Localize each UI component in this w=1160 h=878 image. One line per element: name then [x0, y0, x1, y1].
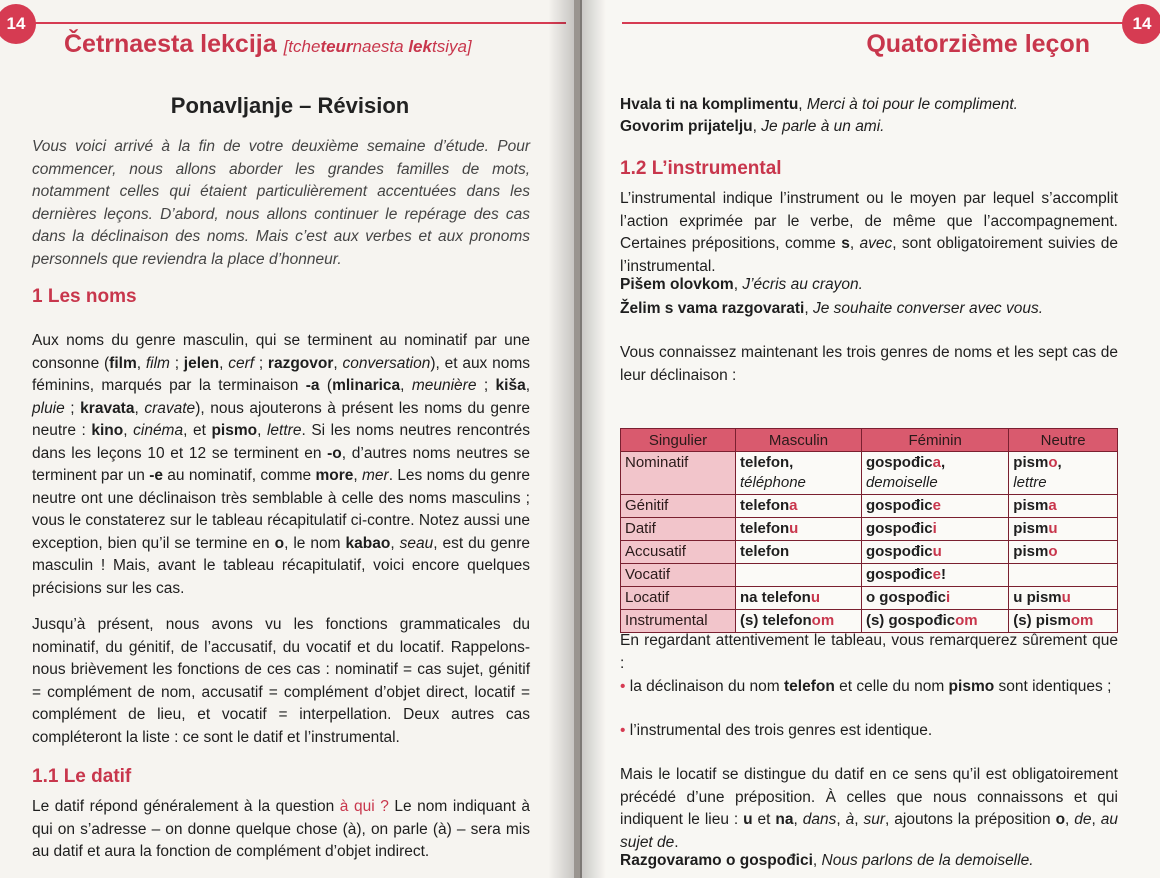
table-header-row [621, 429, 1118, 452]
feminine-cell: o gospođici [861, 587, 1008, 610]
case-cell: Vocatif [621, 564, 736, 587]
declension-table [620, 428, 1118, 633]
section-1-title: 1 Les noms [32, 286, 137, 307]
neuter-cell: pisma [1009, 495, 1118, 518]
genres-paragraph: Vous connaissez maintenant les trois genres de noms et les sept cas de leur déclinaison : [620, 344, 1118, 384]
dative-paragraph: Le datif répond généralement à la question à qui ? Le nom indiquant à qui on s’adresse – on donne quelque chose (à), on parle (à) – sera mis au datif et aura la fonction de complément d’objet indirect. [32, 798, 530, 860]
case-cell: Nominatif [621, 452, 736, 495]
bullet-icon: • [620, 722, 626, 739]
col-header: Masculin [736, 429, 862, 452]
feminine-cell: gospođicu [861, 541, 1008, 564]
example-friend: Govorim prijatelju, Je parle à un ami. [620, 118, 885, 135]
neuter-cell: u pismu [1009, 587, 1118, 610]
left-top-rule [30, 22, 566, 24]
feminine-cell: gospođica, demoiselle [861, 452, 1008, 495]
example-compliment: Hvala ti na komplimentu, Merci à toi pour le compliment. [620, 96, 1018, 113]
feminine-cell: gospođice! [861, 564, 1008, 587]
feminine-cell: (s) gospođicom [861, 610, 1008, 633]
right-gutter-shadow [580, 0, 606, 878]
right-page-number: 14 [1122, 4, 1160, 44]
neuter-cell: pismo [1009, 541, 1118, 564]
masculine-cell: telefon, téléphone [736, 452, 862, 495]
col-header: Féminin [861, 429, 1008, 452]
locative-paragraph: Mais le locatif se distingue du datif en ce sens qu’il est obligatoirement précédé d’une préposition. À celles que nous connaissons et qui indiquent le lieu : u et na, dans, à, sur, ajoutons la préposition o, de, au sujet de. [620, 766, 1119, 851]
bullet-icon: • [620, 678, 626, 695]
masculine-cell: na telefonu [736, 587, 862, 610]
right-page [580, 0, 1160, 878]
section-1-1-title: 1.1 Le datif [32, 766, 132, 787]
section-1-2-title: 1.2 L’instrumental [620, 158, 782, 179]
lesson-title-hr: Četrnaesta lekcija [64, 30, 277, 58]
right-top-rule [622, 22, 1124, 24]
col-header: Neutre [1009, 429, 1118, 452]
neuter-cell: pismo, lettre [1009, 452, 1118, 495]
feminine-cell: gospođici [861, 518, 1008, 541]
table-row [621, 564, 1118, 587]
table-row [621, 518, 1118, 541]
intro-paragraph: Vous voici arrivé à la fin de votre deuxième semaine d’étude. Pour commencer, nous allons aborder les grandes familles de mots, notamment celles qui étaient particulièrement accentuées dans les dernières leçons. D’abord, nous allons continuer le repérage des cas dans la déclinaison des noms. Mais c’est aux verbes et aux pronoms personnels que reviendra la place d’honneur. [32, 138, 530, 268]
case-cell: Locatif [621, 587, 736, 610]
table-row [621, 452, 1118, 495]
review-heading: Ponavljanje – Révision [170, 93, 410, 118]
case-cell: Génitif [621, 495, 736, 518]
masculine-cell [736, 564, 862, 587]
masculine-cell: telefona [736, 495, 862, 518]
masculine-cell: telefonu [736, 518, 862, 541]
table-row [621, 587, 1118, 610]
neuter-cell [1009, 564, 1118, 587]
example-pencil: Pišem olovkom, J’écris au crayon. [620, 276, 863, 293]
table-row [621, 541, 1118, 564]
instrumental-paragraph: L’instrumental indique l’instrument ou le moyen par lequel s’accomplit l’action exprimée par le verbe, de même que l’accompagnement. Certaines prépositions, comme s, avec, sont obligatoirement suivies de l’instrumental. [620, 190, 1118, 275]
feminine-cell: gospođice [861, 495, 1008, 518]
masculine-cell: telefon [736, 541, 862, 564]
left-page-number: 14 [0, 4, 36, 44]
table-row [621, 495, 1118, 518]
case-cell: Datif [621, 518, 736, 541]
case-cell: Instrumental [621, 610, 736, 633]
neuter-cell: (s) pismom [1009, 610, 1118, 633]
example-converse: Želim s vama razgovarati, Je souhaite converser avec vous. [620, 300, 1044, 317]
observation-paragraph: En regardant attentivement le tableau, vous remarquerez sûrement que : [620, 632, 1118, 672]
case-cell: Accusatif [621, 541, 736, 564]
left-page [0, 0, 576, 878]
masculine-cell: (s) telefonom [736, 610, 862, 633]
cases-paragraph: Jusqu’à présent, nous avons vu les fonctions grammaticales du nominatif, du génitif, de l’accusatif, du vocatif et du locatif. Rappelons-nous brièvement les fonctions de ces cas : nominatif = cas sujet, génitif = complément de nom, accusatif = complément d’objet direct, locatif = complément de lieu, et vocatif = interpellation. Deux autres cas compléteront la liste : ce sont le datif et l’instrumental. [32, 616, 530, 746]
right-lesson-title: Quatorzième leçon [866, 30, 1090, 58]
bullet-1: • la déclinaison du nom telefon et celle du nom pismo sont identiques ; [620, 678, 1112, 695]
col-header: Singulier [621, 429, 736, 452]
nouns-paragraph: Aux noms du genre masculin, qui se terminent au nominatif par une consonne (film, film ; jelen, cerf ; razgovor, conversation), et aux noms féminins, marqués par la terminaison -a (mlinarica, meunière ; kiša, pluie ; kravata, cravate), nous ajouterons à présent les noms du genre neutre : kino, cinéma, et pismo, lettre. Si les noms neutres rencontrés dans les leçons 10 et 12 se terminent en -o, d’autres noms neutres se terminent par un -e au nominatif, comme more, mer. Les noms du genre neutre ont une déclinaison très semblable à celle des noms masculins ; vous le constaterez sur le tableau récapitulatif ci-contre. Notez aussi une exception, bien qu’il se termine en o, le nom kabao, seau, est du genre masculin ! Mais, avant le tableau récapitulatif, voici encore quelques précisions sur les cas. [32, 332, 531, 597]
lesson-phonetic: [tcheteurnaesta lektsiya] [283, 37, 472, 56]
neuter-cell: pismu [1009, 518, 1118, 541]
bullet-2: • l’instrumental des trois genres est identique. [620, 722, 933, 739]
example-demoiselle: Razgovaramo o gospođici, Nous parlons de la demoiselle. [620, 852, 1034, 869]
left-lesson-title [64, 30, 472, 59]
